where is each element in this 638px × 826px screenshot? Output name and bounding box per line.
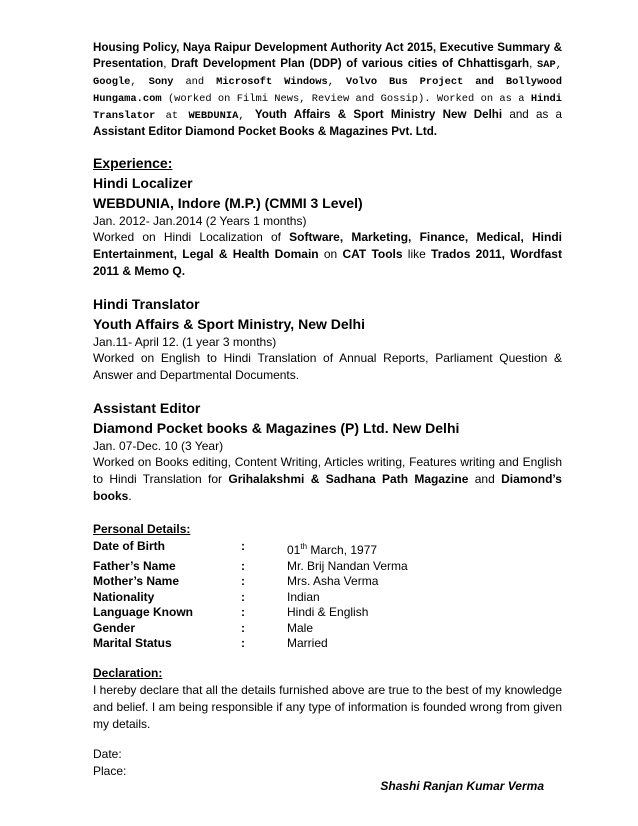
table-row <box>93 590 408 606</box>
detail-colon: : <box>241 589 245 604</box>
intro-text: and as a <box>502 108 563 121</box>
table-row <box>93 539 408 559</box>
table-row <box>93 559 408 575</box>
experience-heading: Experience: <box>93 155 173 171</box>
intro-text: Executive Summary & Presentation <box>93 41 562 70</box>
detail-value: Married <box>287 636 328 650</box>
detail-label: Date of Birth <box>93 539 165 553</box>
detail-label: Language Known <box>93 605 193 619</box>
job-desc-text: like <box>402 247 432 261</box>
place-label: Place: <box>93 763 127 778</box>
detail-value: Indian <box>287 589 320 604</box>
job-desc-text: Domain <box>274 247 319 261</box>
table-row <box>93 605 408 621</box>
job-organization: Diamond Pocket books & Magazines (P) Ltd. New Delhi <box>93 420 460 436</box>
job-description <box>93 454 562 505</box>
detail-label: Gender <box>93 620 136 635</box>
intro-text: , <box>327 76 346 88</box>
table-row <box>93 636 408 652</box>
declaration-text: I hereby declare that all the details furnished above are true to the best of my knowledge and belief. I am being responsible if any type of information is founded wrong from given my details. <box>93 682 562 731</box>
intro-text: , <box>238 110 255 122</box>
dob-day: 01 <box>287 543 301 557</box>
detail-colon: : <box>241 558 245 573</box>
intro-text: Draft <box>171 57 199 70</box>
intro-text: , <box>529 57 538 70</box>
intro-text: , <box>555 59 562 71</box>
intro-text: WEBDUNIA <box>188 110 239 122</box>
detail-label: Marital Status <box>93 636 172 650</box>
intro-text: at <box>155 110 189 122</box>
intro-text: (worked on Filmi News, Review and Gossip). Worked on as a <box>161 93 531 105</box>
job-description: Worked on English to Hindi Translation of Annual Reports, Parliament Question & Answer and Departmental Documents. <box>93 351 562 382</box>
detail-colon: : <box>241 636 245 650</box>
intro-text: Volvo Bus Project and Bollywood Hungama.com <box>93 76 562 105</box>
job-entry <box>93 398 562 505</box>
job-desc-text: CAT Tools <box>342 247 403 261</box>
job-desc-text: Grihalakshmi & Sadhana Path Magazine <box>228 472 469 486</box>
job-desc-text: Software, Marketing, Finance, Medical, Hindi Entertainment, <box>93 230 562 261</box>
declaration-heading: Declaration: <box>93 665 163 680</box>
detail-value: Male <box>287 620 314 635</box>
personal-details-heading: Personal Details: <box>93 522 191 536</box>
table-row <box>93 621 408 637</box>
detail-colon: : <box>241 539 245 553</box>
intro-text: Sony <box>148 76 174 88</box>
detail-value <box>287 539 408 559</box>
table-row <box>93 574 408 590</box>
detail-value: Hindi & English <box>287 605 369 619</box>
detail-value: Mr. Brij Nandan Verma <box>287 558 408 573</box>
detail-colon: : <box>241 605 245 619</box>
job-role: Hindi Translator <box>93 296 200 312</box>
job-dates: Jan. 07-Dec. 10 (3 Year) <box>93 439 224 453</box>
detail-label: Father’s Name <box>93 558 176 573</box>
intro-text: Assistant Editor Diamond Pocket Books & Magazines Pvt. Ltd <box>93 125 434 138</box>
job-entry <box>93 173 562 280</box>
job-role: Hindi Localizer <box>93 175 193 191</box>
detail-label: Mother’s Name <box>93 574 180 588</box>
job-dates: Jan.11- April 12. (1 year 3 months) <box>93 335 277 349</box>
job-desc-text: Trados 2011, Wordfast 2011 & Memo Q. <box>93 247 562 278</box>
detail-colon: : <box>241 620 245 635</box>
job-organization: WEBDUNIA, Indore (M.P.) (CMMI 3 Level) <box>93 195 363 211</box>
job-description <box>93 229 562 280</box>
intro-text: Microsoft Windows <box>216 76 328 88</box>
job-desc-text: and <box>468 472 502 486</box>
intro-text: and <box>173 76 217 88</box>
detail-colon: : <box>241 574 245 588</box>
dob-suffix: th <box>300 542 308 551</box>
job-organization: Youth Affairs & Sport Ministry, New Delhi <box>93 316 365 332</box>
job-desc-text: Worked on Books editing, Content Writing, Articles writing, Features writing and English to Hindi Translation for <box>93 455 562 486</box>
signature-name: Shashi Ranjan Kumar Verma <box>380 778 544 793</box>
intro-text: Youth Affairs & Sport Ministry New Delhi <box>254 108 503 121</box>
intro-text: SAP <box>537 59 556 71</box>
intro-text: Hindi Translator <box>93 93 562 122</box>
intro-text: . <box>433 125 438 138</box>
intro-text: , <box>130 76 149 88</box>
intro-paragraph <box>93 40 562 140</box>
date-label: Date: <box>93 746 122 761</box>
personal-details-table <box>93 539 408 652</box>
resume-page <box>93 40 562 795</box>
job-desc-text: Legal & Health <box>182 247 270 261</box>
intro-text: Development Plan (DDP) of various cities of Chhattisgarh <box>198 57 530 70</box>
job-desc-text: . <box>128 489 132 503</box>
intro-text: Google <box>93 76 131 88</box>
job-dates: Jan. 2012- Jan.2014 (2 Years 1 months) <box>93 214 307 228</box>
intro-text: Housing Policy, Naya Raipur Development Authority Act 2015, <box>93 41 437 54</box>
detail-label: Nationality <box>93 589 155 604</box>
intro-text: , <box>163 57 172 70</box>
job-entry <box>93 294 562 384</box>
job-role: Assistant Editor <box>93 400 201 416</box>
detail-value: Mrs. Asha Verma <box>287 574 379 588</box>
dob-rest: March, 1977 <box>307 543 378 557</box>
job-desc-text: on <box>318 247 343 261</box>
job-desc-text: Diamond’s books <box>93 472 562 503</box>
job-desc-text: Worked on Hindi Localization of <box>93 230 290 244</box>
